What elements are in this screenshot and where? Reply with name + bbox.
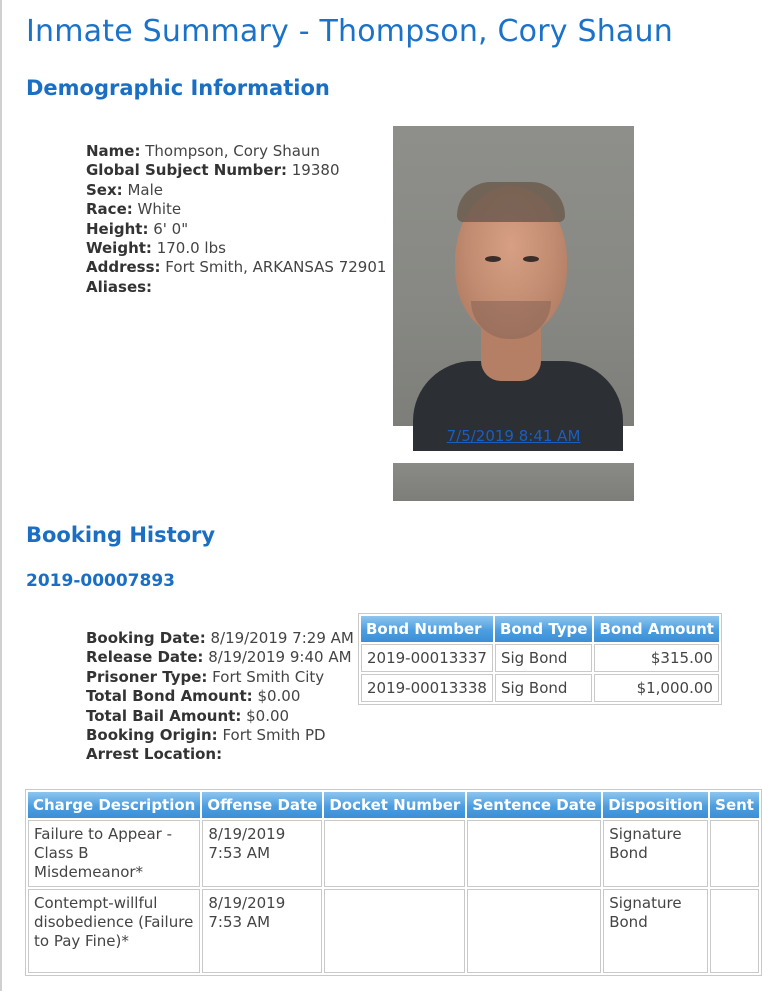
race-field: Race: White — [86, 200, 182, 219]
charge-table-header-row — [28, 792, 759, 818]
demographic-info — [86, 142, 386, 297]
booking-history-heading: Booking History — [26, 523, 216, 547]
page-left-border — [0, 0, 2, 991]
disposition-cell: Signature Bond — [603, 820, 708, 887]
release-date-field: Release Date: 8/19/2019 9:40 AM — [86, 648, 352, 667]
charge-description-cell: Contempt-willful disobedience (Failure to Pay Fine)* — [28, 889, 200, 973]
table-row — [28, 889, 759, 973]
bond-number-cell: 2019-00013338 — [361, 674, 493, 702]
sentence-header[interactable]: Sent — [710, 792, 759, 818]
bond-type-cell: Sig Bond — [495, 674, 593, 702]
booking-number: 2019-00007893 — [26, 571, 175, 591]
charge-description-cell: Failure to Appear - Class B Misdemeanor* — [28, 820, 200, 887]
mugshot-photo[interactable] — [393, 126, 634, 426]
table-row — [361, 674, 719, 702]
bond-amount-cell: $315.00 — [594, 644, 718, 672]
bond-table-header-row — [361, 616, 719, 642]
global-subject-number-field: Global Subject Number: 19380 — [86, 161, 340, 180]
charge-table — [25, 789, 762, 976]
total-bail-amount-field: Total Bail Amount: $0.00 — [86, 706, 290, 725]
bond-number-header[interactable]: Bond Number — [361, 616, 493, 642]
sentence-date-cell — [467, 820, 601, 887]
disposition-header[interactable]: Disposition — [603, 792, 708, 818]
height-field: Height: 6' 0" — [86, 219, 189, 238]
offense-date-header[interactable]: Offense Date — [202, 792, 322, 818]
sentence-cell — [710, 889, 759, 973]
photo-eye-left — [485, 256, 501, 262]
total-bond-amount-field: Total Bond Amount: $0.00 — [86, 687, 301, 706]
photo-hair — [457, 182, 565, 222]
bond-type-cell: Sig Bond — [495, 644, 593, 672]
sentence-date-header[interactable]: Sentence Date — [467, 792, 601, 818]
sentence-cell — [710, 820, 759, 887]
bond-type-header[interactable]: Bond Type — [495, 616, 593, 642]
name-field: Name: Thompson, Cory Shaun — [86, 142, 320, 160]
bond-table — [358, 613, 722, 705]
table-row — [361, 644, 719, 672]
second-photo-thumbnail[interactable] — [393, 463, 634, 501]
bond-amount-header[interactable]: Bond Amount — [594, 616, 718, 642]
sex-field: Sex: Male — [86, 180, 163, 199]
bond-number-cell: 2019-00013337 — [361, 644, 493, 672]
docket-number-cell — [324, 889, 465, 973]
docket-number-header[interactable]: Docket Number — [324, 792, 465, 818]
address-field: Address: Fort Smith, ARKANSAS 72901 — [86, 258, 387, 277]
photo-date-link[interactable]: 7/5/2019 8:41 AM — [446, 427, 581, 445]
booking-info — [86, 629, 354, 765]
booking-origin-field: Booking Origin: Fort Smith PD — [86, 725, 326, 744]
arrest-location-field: Arrest Location: — [86, 745, 223, 764]
page-title: Inmate Summary - Thompson, Cory Shaun — [26, 14, 673, 49]
disposition-cell: Signature Bond — [603, 889, 708, 973]
weight-field: Weight: 170.0 lbs — [86, 238, 226, 257]
demographic-heading: Demographic Information — [26, 76, 330, 100]
prisoner-type-field: Prisoner Type: Fort Smith City — [86, 667, 325, 686]
table-row — [28, 820, 759, 887]
sentence-date-cell — [467, 889, 601, 973]
bond-amount-cell: $1,000.00 — [594, 674, 718, 702]
docket-number-cell — [324, 820, 465, 887]
charge-description-header[interactable]: Charge Description — [28, 792, 200, 818]
offense-date-cell: 8/19/2019 7:53 AM — [202, 820, 322, 887]
aliases-field: Aliases: — [86, 277, 153, 296]
photo-eye-right — [523, 256, 539, 262]
offense-date-cell: 8/19/2019 7:53 AM — [202, 889, 322, 973]
booking-date-field: Booking Date: 8/19/2019 7:29 AM — [86, 629, 354, 647]
